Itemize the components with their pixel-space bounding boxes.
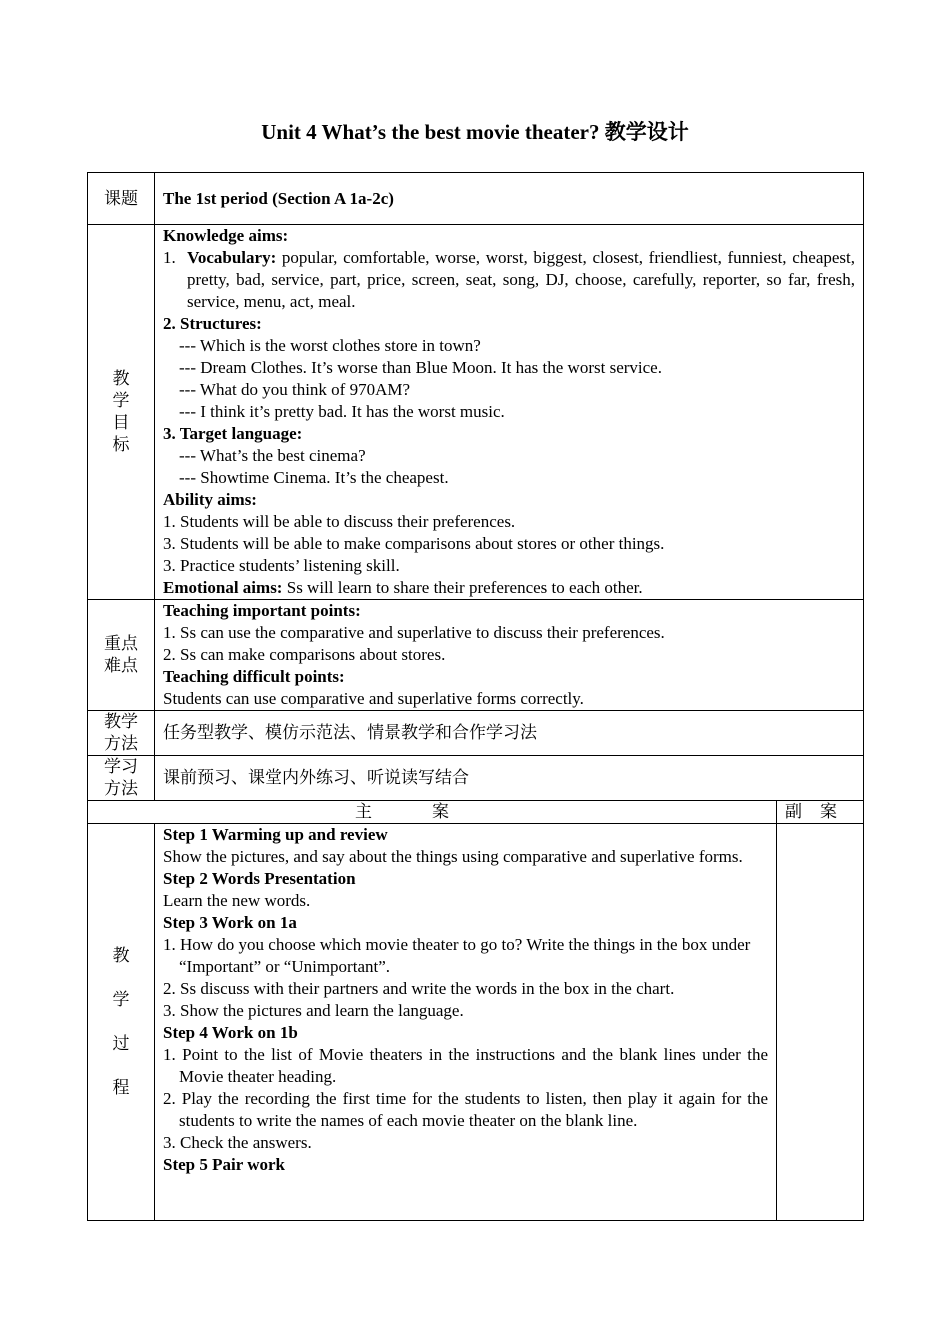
difficult-heading: Teaching difficult points: <box>163 667 345 686</box>
plan-header-row <box>88 801 864 824</box>
learning-method-value: 课前预习、课堂内外练习、听说读写结合 <box>155 756 864 801</box>
learning-method-row <box>88 756 864 801</box>
ability-heading: Ability aims: <box>163 490 257 509</box>
step1-text: Show the pictures, and say about the things using comparative and superlative forms. <box>163 847 743 866</box>
difficult-item: Students can use comparative and superlative forms correctly. <box>163 689 584 708</box>
target-line: --- Showtime Cinema. It’s the cheapest. <box>179 468 449 487</box>
process-content <box>155 824 777 1221</box>
step4-heading: Step 4 Work on 1b <box>163 1023 298 1042</box>
knowledge-heading: Knowledge aims: <box>163 226 289 245</box>
teaching-method-row <box>88 711 864 756</box>
goals-content <box>155 225 864 600</box>
step2-text: Learn the new words. <box>163 891 311 910</box>
step3-item: 2. Ss discuss with their partners and write the words in the box in the chart. <box>163 979 675 998</box>
main-plan-header: 主案 <box>88 801 777 824</box>
teaching-method-label: 教学 方法 <box>88 711 155 756</box>
target-line: --- What’s the best cinema? <box>179 446 366 465</box>
step5-heading: Step 5 Pair work <box>163 1155 285 1174</box>
step1-heading: Step 1 Warming up and review <box>163 825 388 844</box>
lesson-plan-table <box>87 172 864 1221</box>
document-title: Unit 4 What’s the best movie theater? 教学设计 <box>261 120 689 144</box>
structure-line: --- I think it’s pretty bad. It has the worst music. <box>179 402 505 421</box>
vocabulary-item: 1. Vocabulary: popular, comfortable, worse, worst, biggest, closest, friendliest, funniest, cheapest, pretty, bad, service, part, price, screen, seat, song, DJ, choose, carefully, reporter, so far, fresh, service, menu, act, meal. <box>163 248 855 311</box>
target-language-heading: 3. Target language: <box>163 424 303 443</box>
structure-line: --- What do you think of 970AM? <box>179 380 411 399</box>
important-heading: Teaching important points: <box>163 601 361 620</box>
important-item: 1. Ss can use the comparative and superlative to discuss their preferences. <box>163 623 665 642</box>
emotional-aims: Emotional aims: Ss will learn to share their preferences to each other. <box>163 578 643 597</box>
learning-method-label: 学习 方法 <box>88 756 155 801</box>
ability-item: 3. Practice students’ listening skill. <box>163 556 400 575</box>
secondary-plan-header: 副案 <box>777 801 864 824</box>
goals-row <box>88 225 864 600</box>
ability-item: 1. Students will be able to discuss their preferences. <box>163 512 516 531</box>
secondary-plan-cell <box>777 824 864 1221</box>
topic-label: 课题 <box>88 173 155 225</box>
step3-heading: Step 3 Work on 1a <box>163 913 297 932</box>
ability-item: 3. Students will be able to make comparisons about stores or other things. <box>163 534 665 553</box>
step2-heading: Step 2 Words Presentation <box>163 869 356 888</box>
key-points-label: 重点 难点 <box>88 600 155 711</box>
step4-item: 2. Play the recording the first time for the students to listen, then play it again for the students to write the names of each movie theater on the blank line. <box>163 1089 768 1130</box>
structure-line: --- Dream Clothes. It’s worse than Blue Moon. It has the worst service. <box>179 358 662 377</box>
step4-item: 1. Point to the list of Movie theaters in the instructions and the blank lines under the Movie theater heading. <box>163 1045 768 1086</box>
process-row <box>88 824 864 1221</box>
process-label: 教 学 过 程 <box>88 824 155 1221</box>
important-item: 2. Ss can make comparisons about stores. <box>163 645 446 664</box>
topic-row <box>88 173 864 225</box>
step4-item: 3. Check the answers. <box>163 1133 312 1152</box>
key-points-row <box>88 600 864 711</box>
teaching-method-value: 任务型教学、模仿示范法、情景教学和合作学习法 <box>155 711 864 756</box>
key-points-content <box>155 600 864 711</box>
goals-label: 教 学 目 标 <box>88 225 155 600</box>
step3-item: 1. How do you choose which movie theater to go to? Write the things in the box under “Important” or “Unimportant”. <box>163 935 751 976</box>
structures-heading: 2. Structures: <box>163 314 262 333</box>
topic-value: The 1st period (Section A 1a-2c) <box>155 173 864 225</box>
step3-item: 3. Show the pictures and learn the language. <box>163 1001 464 1020</box>
structure-line: --- Which is the worst clothes store in town? <box>179 336 481 355</box>
